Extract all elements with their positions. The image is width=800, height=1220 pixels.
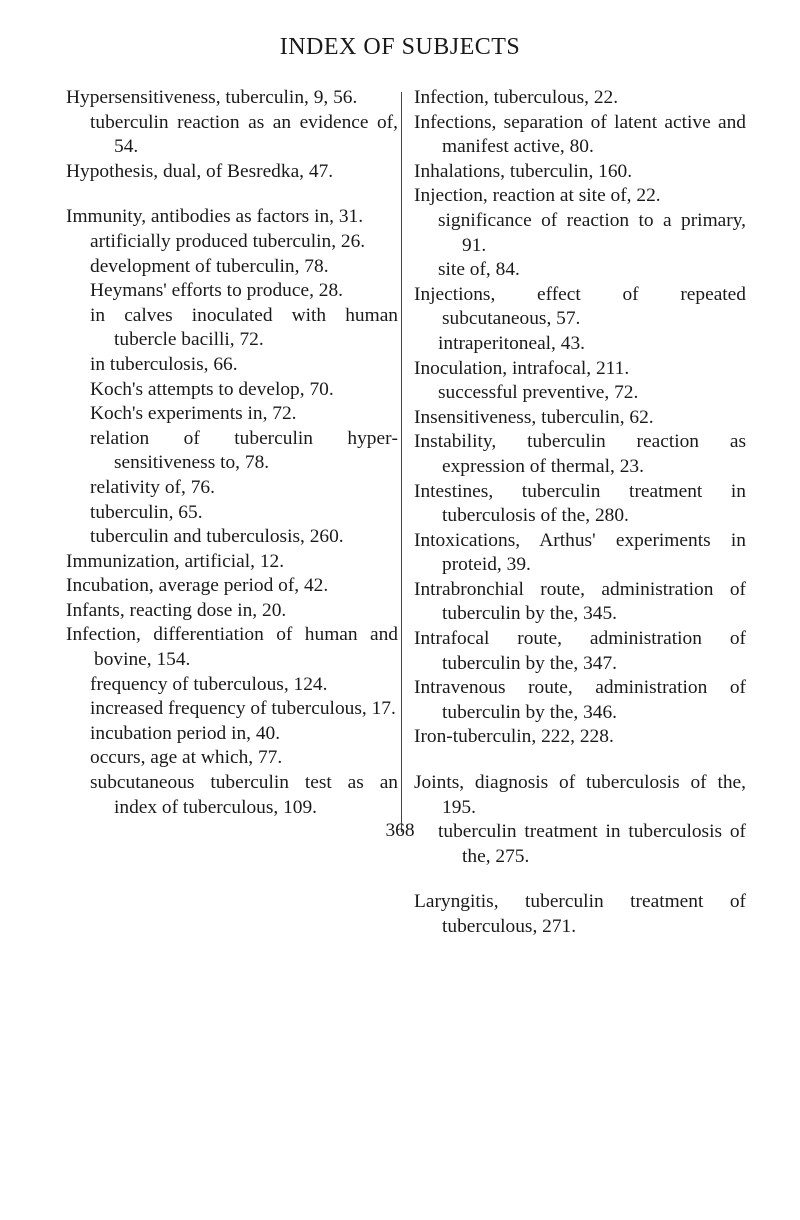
index-subentry: tuberculin reaction as an evidence of, 54. <box>90 111 398 158</box>
index-subentry: site of, 84. <box>438 259 520 281</box>
index-column-left <box>66 86 398 820</box>
index-subentry: incubation period in, 40. <box>90 722 281 744</box>
index-entry: Incubation, average period of, 42. <box>66 575 329 597</box>
index-subentry: intraperitoneal, 43. <box>438 332 585 354</box>
index-subentry: in tuberculosis, 66. <box>90 353 238 375</box>
index-subentry: relation of tuberculin hypersensitiveness to, 78. <box>90 427 398 474</box>
index-entry: Joints, diagnosis of tuberculosis of the, 195. <box>414 772 746 818</box>
index-entry: Injection, reaction at site of, 22. <box>414 185 661 207</box>
index-entry: Infection, tuberculous, 22. <box>414 87 619 108</box>
index-subentry: frequency of tuberculous, 124. <box>90 673 328 695</box>
index-entry: Intoxications, Arthus' experiments in proteid, 39. <box>414 529 746 576</box>
index-subentry: development of tuberculin, 78. <box>90 255 329 277</box>
index-entry: Instability, tuberculin reaction as expression of thermal, 23. <box>414 431 746 477</box>
index-subentry: significance of reaction to a primary, 91. <box>438 209 746 256</box>
index-subentry: Koch's attempts to develop, 70. <box>90 378 334 400</box>
index-entry: Insensitiveness, tuberculin, 62. <box>414 406 654 428</box>
index-entry: Intestines, tuberculin treatment in tuberculosis of the, 280. <box>414 480 746 527</box>
index-subentry: increased frequency of tuberculous, 17. <box>90 698 396 720</box>
index-entry: Laryngitis, tuberculin treatment of tuberculous, 271. <box>414 891 746 937</box>
index-entry: Intravenous route, administration of tuberculin by the, 346. <box>414 677 746 723</box>
index-entry: Infection, differentiation of human and bovine, 154. <box>66 624 398 671</box>
index-entry: Immunity, antibodies as factors in, 31. <box>66 206 364 228</box>
index-subentry: successful preventive, 72. <box>438 382 639 404</box>
index-subentry: Heymans' efforts to produce, 28. <box>90 280 343 302</box>
index-entry: Intrabronchial route, administration of tuberculin by the, 345. <box>414 578 746 625</box>
index-subentry: tuberculin and tuberculosis, 260. <box>90 526 344 548</box>
page-title: INDEX OF SUBJECTS <box>279 34 521 60</box>
column-divider <box>401 92 402 832</box>
index-entry: Hypothesis, dual, of Besredka, 47. <box>66 160 334 182</box>
index-entry: Infants, reacting dose in, 20. <box>66 599 287 621</box>
index-subentry: tuberculin, 65. <box>90 501 203 523</box>
index-entry: Injections, effect of repeated subcutaneous, 57. <box>414 283 746 330</box>
index-subentry: occurs, age at which, 77. <box>90 747 283 769</box>
index-entry: Inhalations, tuberculin, 160. <box>414 160 633 182</box>
index-subentry: relativity of, 76. <box>90 476 215 498</box>
index-subentry: in calves inoculated with human tubercle bacilli, 72. <box>90 304 398 351</box>
page-number: 368 <box>385 820 415 841</box>
index-subentry: artificially produced tuberculin, 26. <box>90 230 366 252</box>
index-entry: Immunization, artificial, 12. <box>66 550 285 572</box>
index-subentry: tuberculin treatment in tuberculosis of the, 275. <box>438 821 746 867</box>
index-entry: Hypersensitiveness, tuberculin, 9, 56. <box>66 87 358 108</box>
index-entry: Inoculation, intrafocal, 211. <box>414 357 630 379</box>
index-entry: Infections, separation of latent active and manifest active, 80. <box>414 111 746 158</box>
index-entry: Iron-tuberculin, 222, 228. <box>414 726 614 748</box>
index-subentry: Koch's experiments in, 72. <box>90 403 297 425</box>
index-entry: Intrafocal route, administration of tuberculin by the, 347. <box>414 628 746 674</box>
index-column-right <box>414 86 746 940</box>
index-subentry: subcutaneous tuberculin test as an index of tuberculous, 109. <box>90 772 398 818</box>
